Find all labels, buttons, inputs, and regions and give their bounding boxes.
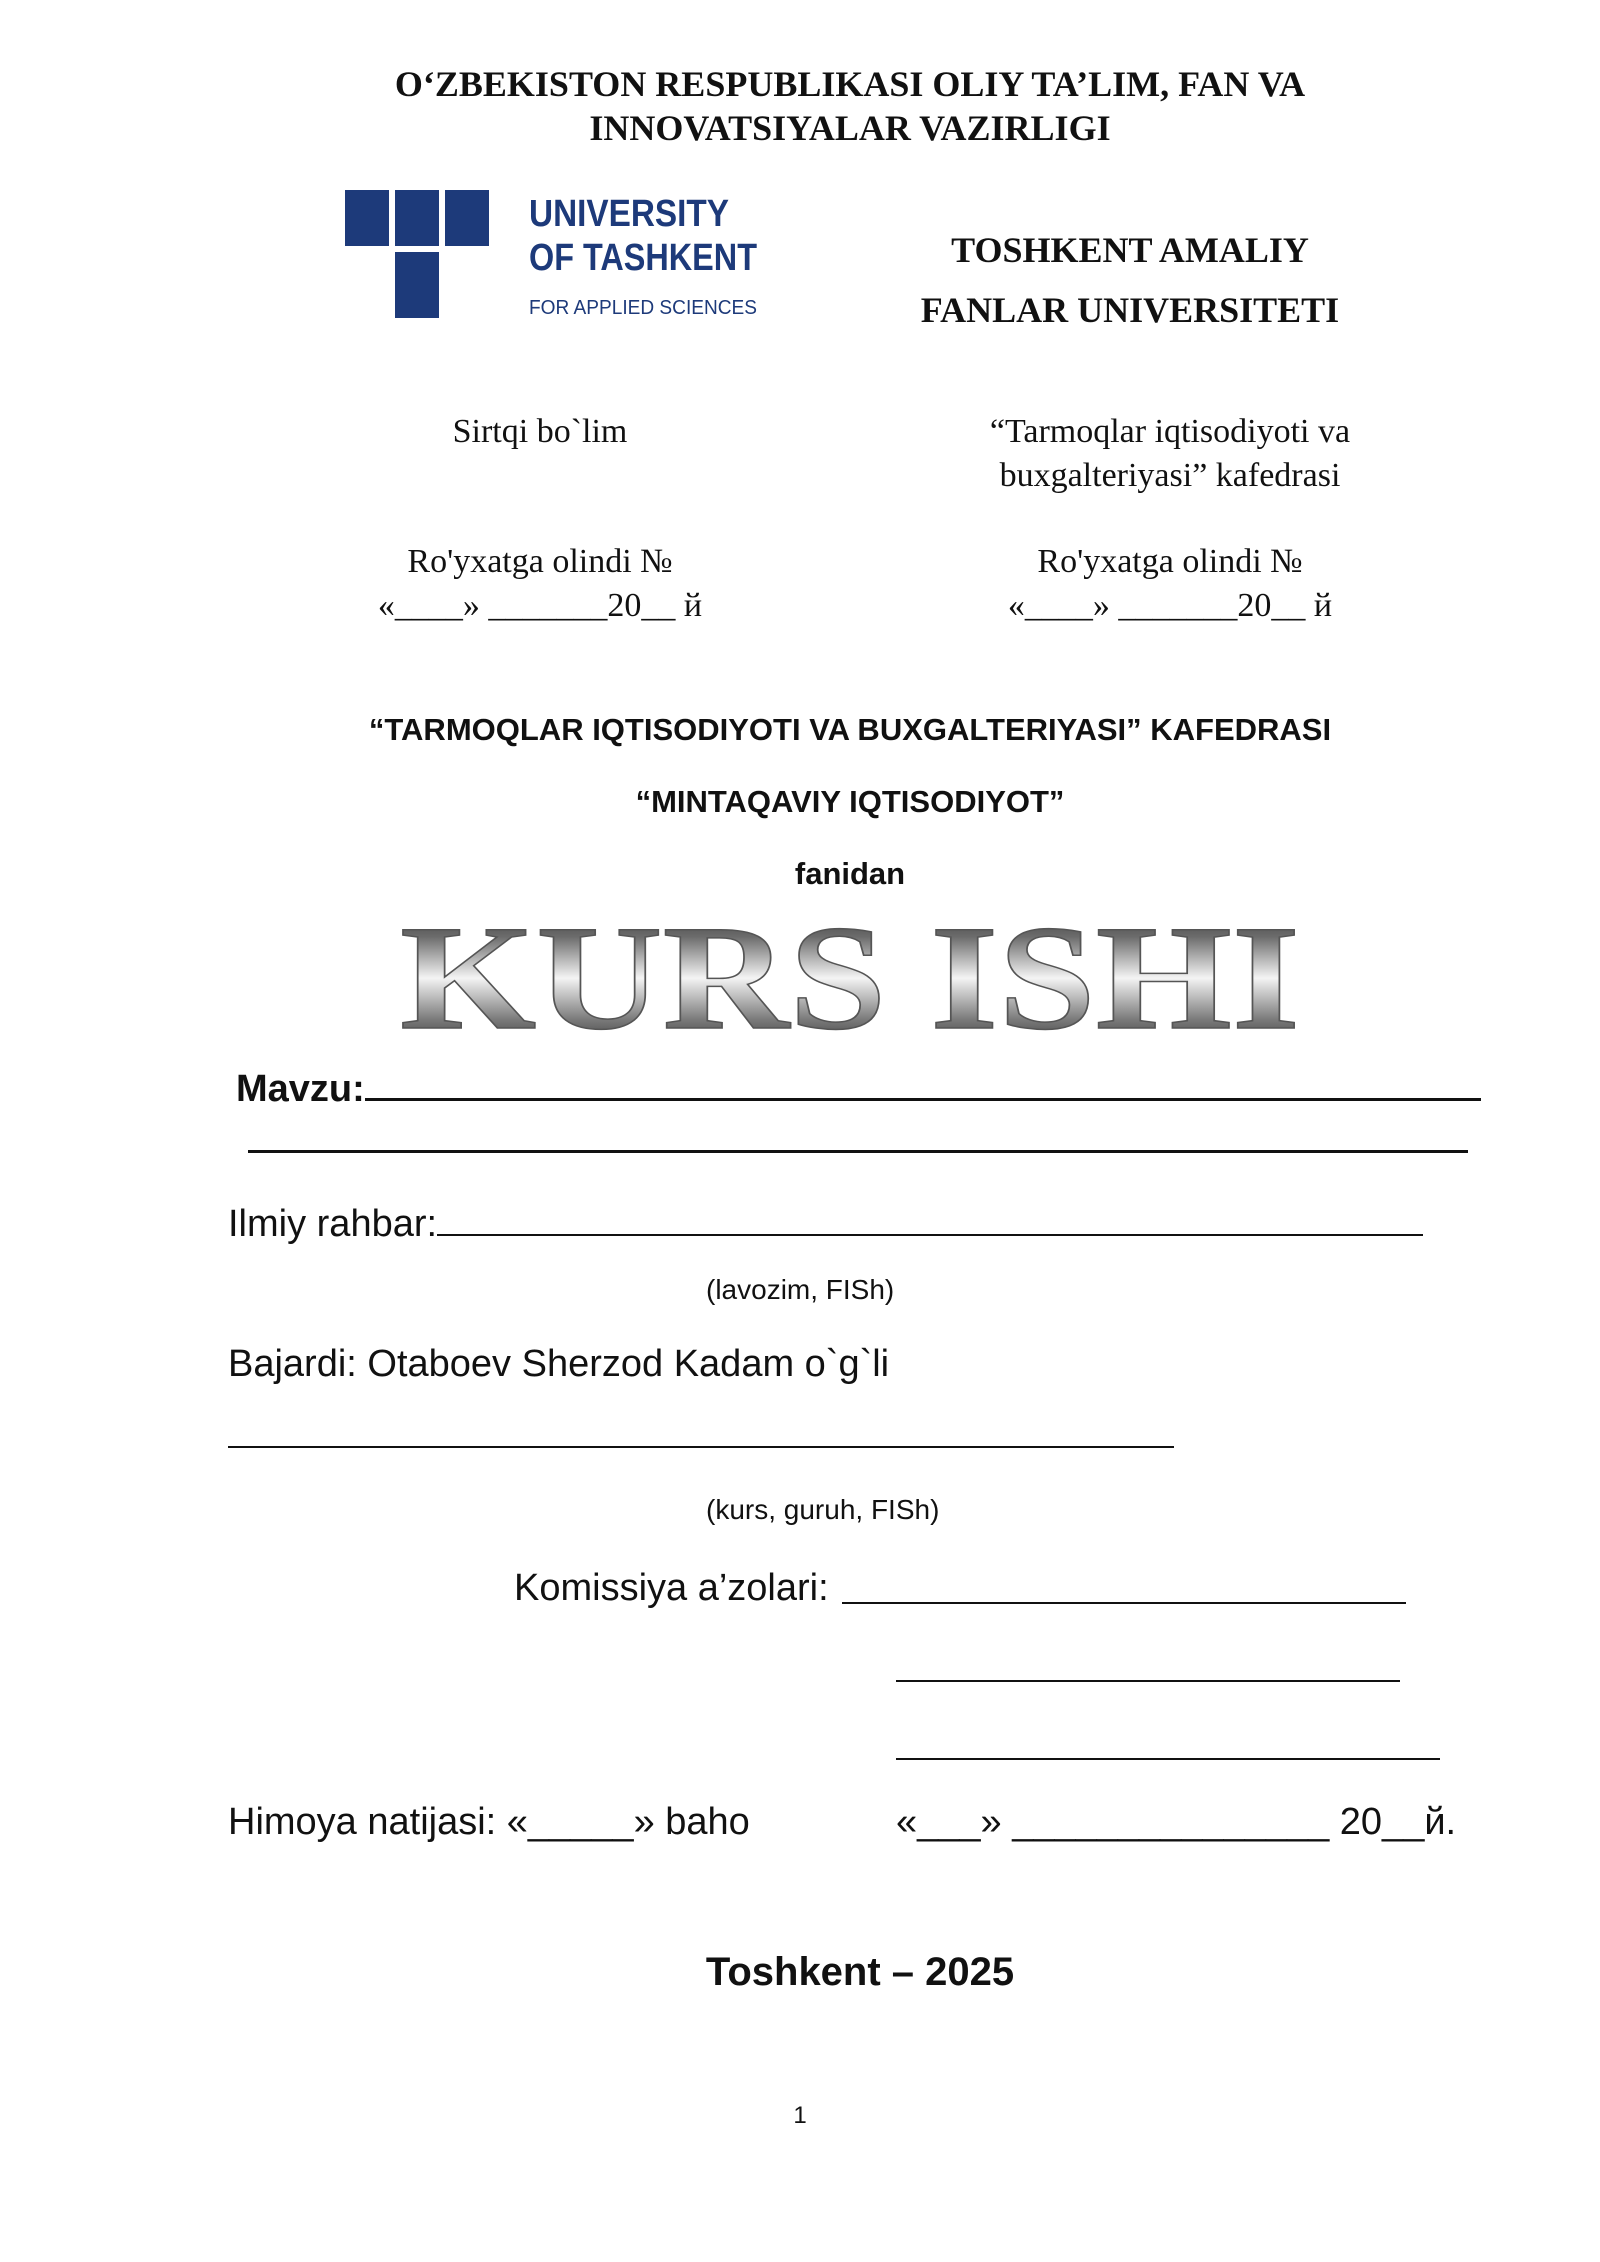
left-department: Sirtqi bo`lim [452, 413, 628, 450]
lavozim-hint: (lavozim, FISh) [706, 1274, 895, 1305]
ilmiy-rahbar-input-line[interactable] [437, 1200, 1423, 1236]
university-line-1: TOSHKENT AMALIY [951, 230, 1309, 270]
mavzu-input-line[interactable] [365, 1064, 1481, 1101]
left-registered-label: Ro'yxatga olindi № [407, 543, 673, 580]
komissiya-member-line-2[interactable] [896, 1680, 1400, 1682]
ministry-line-1: O‘ZBEKISTON RESPUBLIKASI OLIY TA’LIM, FAN VA [394, 64, 1306, 104]
fanidan-label: fanidan [794, 856, 906, 891]
logo-text-applied: FOR APPLIED SCIENCES [529, 297, 757, 319]
kurs-guruh-hint: (kurs, guruh, FISh) [706, 1494, 940, 1525]
subject-heading: “MINTAQAVIY IQTISODIYOT” [635, 784, 1065, 819]
ilmiy-rahbar-label: Ilmiy rahbar: [228, 1203, 438, 1245]
himoya-natijasi: Himoya natijasi: «_____» baho [228, 1801, 750, 1843]
logo-square-2 [395, 190, 439, 246]
kurs-ishi-text: KURS ISHI [400, 895, 1300, 1061]
mavzu-label: Mavzu: [236, 1068, 365, 1110]
university-logo [345, 186, 765, 326]
university-name [880, 220, 1380, 340]
university-line-2: FANLAR UNIVERSITETI [920, 290, 1340, 330]
page-number: 1 [793, 2102, 807, 2129]
city-year: Toshkent – 2025 [705, 1950, 1015, 1994]
ministry-line-2: INNOVATSIYALAR VAZIRLIGI [589, 108, 1111, 148]
right-registration-date: «____» _______20__ й [1007, 587, 1333, 624]
komissiya-member-line-3[interactable] [896, 1758, 1440, 1760]
ilmiy-rahbar-row [228, 1200, 1423, 1248]
right-department-line-2: buxgalteriyasi” kafedrasi [999, 457, 1341, 494]
logo-square-1 [345, 190, 389, 246]
right-registered-label: Ro'yxatga olindi № [1037, 543, 1303, 580]
logo-stem [395, 252, 439, 318]
mavzu-input-line-2[interactable] [248, 1150, 1468, 1153]
left-registration-date: «____» _______20__ й [377, 587, 703, 624]
left-registration [300, 540, 780, 628]
komissiya-member-line-1[interactable] [842, 1602, 1406, 1604]
mavzu-row [236, 1064, 1481, 1113]
kafedra-heading: “TARMOQLAR IQTISODIYOTI VA BUXGALTERIYASI” KAFEDRASI [368, 712, 1332, 747]
komissiya-label: Komissiya a’zolari: [514, 1567, 829, 1609]
bajardi-input-line[interactable] [228, 1446, 1174, 1448]
right-registration [930, 540, 1410, 628]
right-department [930, 410, 1410, 498]
logo-text-of-tashkent: OF TASHKENT [529, 237, 757, 279]
right-department-line-1: “Tarmoqlar iqtisodiyoti va [989, 413, 1351, 450]
bajardi-text: Bajardi: Otaboev Sherzod Kadam o`g`li [228, 1343, 890, 1385]
himoya-date: «___» _______________ 20__й. [896, 1801, 1457, 1843]
logo-square-3 [445, 190, 489, 246]
kurs-ishi-title [200, 895, 1500, 1061]
ministry-heading [300, 62, 1400, 150]
logo-text-university: UNIVERSITY [529, 193, 729, 235]
